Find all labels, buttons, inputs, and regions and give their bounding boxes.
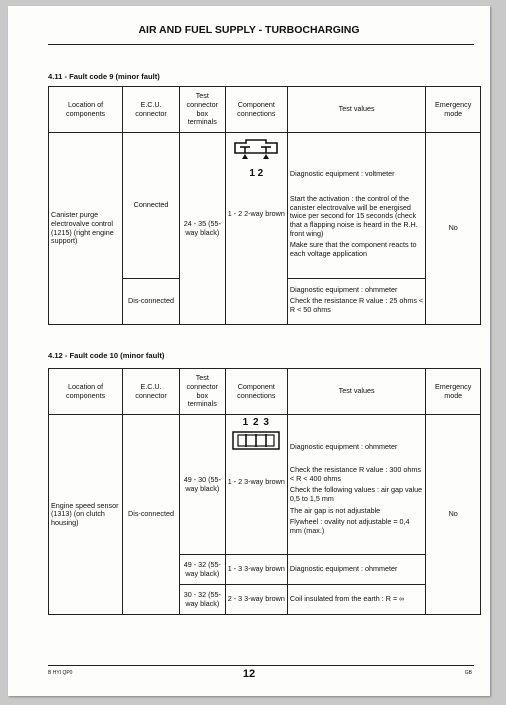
col-header-ecu: E.C.U. connector [123,369,180,415]
make-sure-text: Make sure that the component reacts to each voltage application [289,240,417,258]
table-row [49,133,481,279]
connector-2way-icon [228,139,285,172]
page-number: 12 [242,668,256,680]
ecu-disconnected: Dis-connected [123,279,180,325]
test-box-cell: 49 - 30 (55-way black) [179,415,225,555]
component-connections: 1 - 2 2-way brown [227,208,285,218]
emergency-cell: No [426,133,481,325]
manual-page [8,6,490,696]
fault-table-9 [48,86,481,325]
col-header-ecu: E.C.U. connector [123,87,180,133]
ecu-connected: Connected [123,133,180,279]
component-connections: 2 - 3 3-way brown [225,585,287,615]
location-cell: Canister purge electrovalve control (1215) (right engine support) [49,133,123,325]
footer-rule [48,665,474,666]
check-following-values: Check the following values : air gap value 0,5 to 1,5 mm [289,485,423,503]
section-title-fault-10: 4.12 - Fault code 10 (minor fault) [48,351,165,360]
test-values-cell [287,415,426,555]
pin-labels: 1 2 [249,167,264,179]
diagnostic-voltmeter: Diagnostic equipment : voltmeter [289,169,395,179]
col-header-test-box: Test connector box terminals [179,87,225,133]
col-header-location: Location of components [49,87,123,133]
component-connections: 1 - 3 3-way brown [225,555,287,585]
test-values-cell [287,279,426,325]
component-connections: 1 - 2 3-way brown [227,476,285,486]
fault-table-10 [48,368,481,615]
diagnostic-ohmmeter: Diagnostic equipment : ohmmeter [287,555,426,585]
col-header-location: Location of components [49,369,123,415]
table-header-row [49,369,481,415]
insulation-note: Coil insulated from the earth : R = ∞ [287,585,426,615]
col-header-emergency: Emergency mode [426,369,481,415]
section-title-fault-9: 4.11 - Fault code 9 (minor fault) [48,72,160,81]
footer-language: GB [464,670,472,676]
test-box-cell: 30 - 32 (55-way black) [179,585,225,615]
footer-reference: B HYI QP0 [48,670,73,676]
location-cell: Engine speed sensor (1313) (on clutch housing) [49,415,123,615]
emergency-cell: No [426,415,481,615]
test-box-cell: 24 - 35 (55-way black) [179,133,225,325]
resistance-value: Check the resistance R value : 25 ohms < R < 50 ohms [289,296,424,314]
col-header-test-box: Test connector box terminals [179,369,225,415]
pin-labels: 1 2 3 [242,417,270,428]
component-cell [225,133,287,325]
flywheel-note: Flywheel : ovality not adjustable = 0,4 mm (max.) [289,517,410,535]
diagnostic-ohmmeter: Diagnostic equipment : ohmmeter [289,442,398,452]
ecu-disconnected: Dis-connected [123,415,180,615]
air-gap-note: The air gap is not adjustable [289,505,381,515]
header-rule [48,44,474,45]
component-cell [225,415,287,555]
table-row [49,415,481,555]
table-header-row [49,87,481,133]
resistance-value: Check the resistance R value : 300 ohms < R < 400 ohms [289,465,421,483]
diagnostic-ohmmeter: Diagnostic equipment : ohmmeter [289,284,398,294]
connector-3way-icon [228,429,285,454]
col-header-emergency: Emergency mode [426,87,481,133]
activation-text: Start the activation : the control of the canister electrovalve will be energised twice per second for 15 seconds (check that a flapping noise is heard in the R.H. front wing) [289,194,418,238]
test-values-cell [287,133,426,279]
col-header-component: Component connections [225,87,287,133]
page-header: AIR AND FUEL SUPPLY - TURBOCHARGING [138,24,360,36]
col-header-component: Component connections [225,369,287,415]
test-box-cell: 49 - 32 (55-way black) [179,555,225,585]
col-header-test-values: Test values [287,87,426,133]
col-header-test-values: Test values [287,369,426,415]
